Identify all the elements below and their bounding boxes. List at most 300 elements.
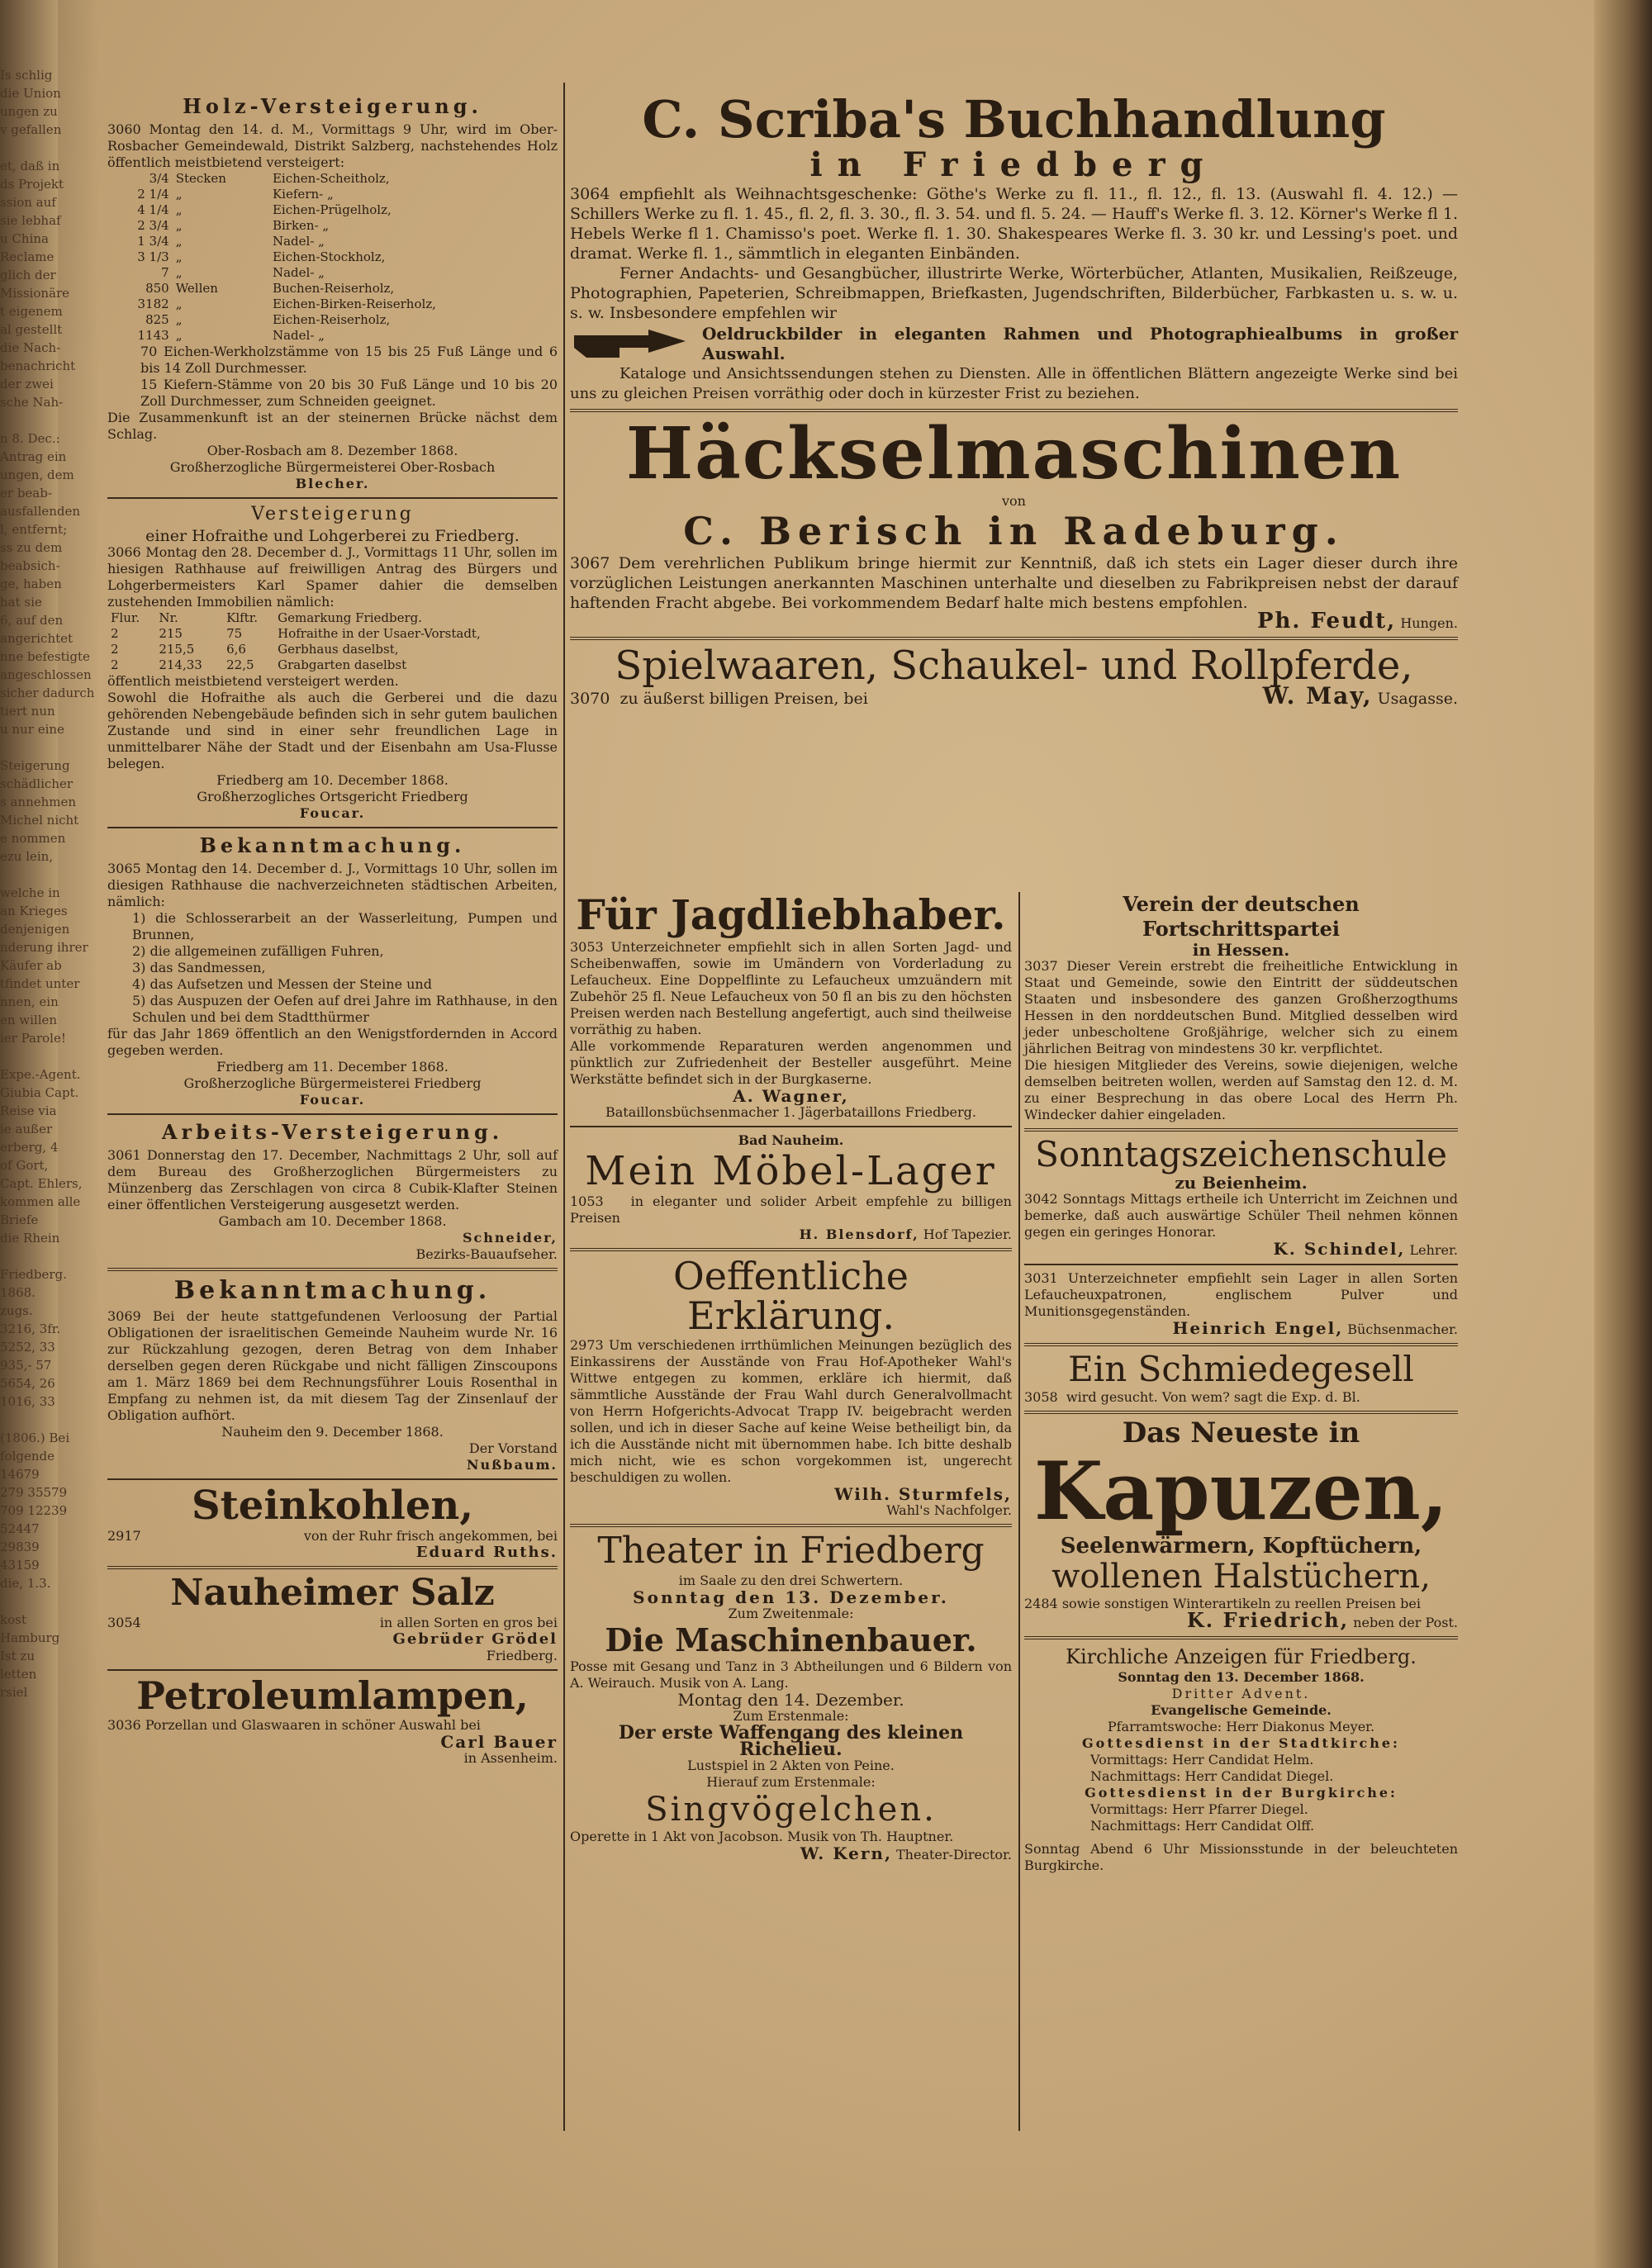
strip-line	[0, 1592, 58, 1611]
strip-line: Steigerung	[0, 758, 70, 773]
strip-line: v gefallen	[0, 122, 62, 137]
table-cell: 215,5	[159, 642, 195, 657]
strip-line: Expe.-Agent.	[0, 1067, 81, 1082]
moebel-text: in eleganter und solider Arbeit empfehle zu billigen Preisen	[570, 1193, 1012, 1226]
strip-line: Friedberg.	[0, 1267, 67, 1282]
strip-line: zugs.	[0, 1303, 33, 1318]
strip-line: ausfallenden	[0, 504, 81, 519]
strip-line: denjenigen	[0, 922, 70, 937]
stein-number: 2917	[107, 1528, 141, 1544]
kirch-stadt-vormittag: Vormittags: Herr Candidat Helm.	[1090, 1751, 1314, 1767]
table-cell: 1 3/4	[137, 234, 169, 249]
spielwaaren-ad	[570, 642, 1458, 710]
haeck-signature: Ph. Feudt,	[1256, 608, 1397, 633]
bek1-text: 3065 Montag den 14. December d. J., Vormittags 10 Uhr, sollen im diesigen Rathhause die nachverzeichneten städtischen Arbeiten, nämlich:	[107, 861, 558, 909]
strip-line: sche Nah-	[0, 395, 64, 410]
verein-ad	[1024, 892, 1458, 1123]
strip-line: n 8. Dec.:	[0, 431, 60, 446]
kirch-advent: Dritter Advent.	[1171, 1685, 1311, 1701]
table-row	[107, 218, 558, 234]
table-cell: Eichen-Scheitholz,	[272, 171, 390, 186]
strip-line: 1868.	[0, 1285, 36, 1300]
verst-text3: Sowohl die Hofraithe als auch die Gerberei und die dazu gehörenden Nebengebäude befinden sich in sehr gutem baulichen Zustande und sind in einer sehr freundlichen Lage in unmittelbarer Nähe der Stadt und der Eisenbahn am Usa-Flusse belegen.	[107, 690, 558, 771]
table-cell: Wellen	[175, 281, 218, 296]
strip-line: 5654, 26	[0, 1376, 55, 1391]
bek1-title: Bekanntmachung.	[199, 833, 466, 857]
strip-line: tiert nun	[0, 704, 55, 719]
salz-number: 3054	[107, 1614, 141, 1630]
table-cell: 3/4	[149, 171, 169, 186]
table-cell: Kiefern- „	[272, 187, 334, 202]
strip-line	[0, 139, 58, 157]
oeff-text: 2973 Um verschiedenen irrthümlichen Meinungen bezüglich des Einkassirens der Ausstände von Frau Hof-Apotheker Wahl's Wittwe entgegen zu kommen, erkläre ich hiermit, daß sämmtliche Ausstände der Frau Wahl durch Generalvollmacht von Herrn Hofgerichts-Advocat Trapp IV. beigebracht werden sollen, und ich in dieser Sache auf keine Weise betheiligt bin, da ich die Ausstände nicht mit übernommen habe. Ich bitte deshalb mich nicht, wie es schon vorgekommen ist, ungerecht beschuldigen zu wollen.	[570, 1337, 1012, 1486]
strip-line: of Gort,	[0, 1158, 49, 1173]
strip-line: ie außer	[0, 1122, 53, 1136]
strip-line: 279 35579	[0, 1485, 68, 1500]
sonntagszeichenschule-ad	[1024, 1136, 1458, 1259]
arbeits-signature: Schneider,	[462, 1230, 558, 1246]
table-row	[107, 626, 558, 642]
strip-line: kommen alle	[0, 1194, 81, 1209]
theater-sub: im Saale zu den drei Schwertern.	[678, 1572, 904, 1588]
strip-line: u China	[0, 231, 49, 246]
table-cell: 3182	[137, 297, 169, 311]
table-cell: „	[175, 249, 183, 264]
table-cell: „	[175, 234, 183, 249]
kirch-abend: Sonntag Abend 6 Uhr Missionsstunde in der beleuchteten Burgkirche.	[1024, 1840, 1458, 1873]
bek1-list	[107, 910, 558, 1026]
divider	[1024, 1411, 1458, 1414]
spiel-signature-place: Usagasse.	[1377, 690, 1458, 709]
engel-signature: Heinrich Engel,	[1172, 1318, 1344, 1339]
sonntag-sub: zu Beienheim.	[1175, 1173, 1308, 1193]
strip-line: angerichtet	[0, 631, 74, 646]
strip-line: nderung ihrer	[0, 940, 88, 955]
holz-office: Großherzogliche Bürgermeisterei Ober-Rosbach	[169, 459, 496, 475]
strip-line: al gestellt	[0, 322, 63, 337]
table-cell: Birken- „	[272, 218, 330, 233]
strip-line: s annehmen	[0, 795, 77, 809]
column-right-top	[570, 89, 1458, 710]
strip-line: t eigenem	[0, 304, 63, 319]
strip-line: 5252, 33	[0, 1340, 55, 1355]
table-cell: „	[175, 218, 183, 233]
table-cell: 1143	[137, 328, 169, 343]
verst-table	[107, 610, 558, 673]
kap-line1: Seelenwärmern, Kopftüchern,	[1060, 1533, 1422, 1559]
theater-title: Theater in Friedberg	[597, 1530, 985, 1573]
table-row	[107, 249, 558, 265]
scriba-sub: in Friedberg	[809, 145, 1218, 185]
table-header-cell: Klftr.	[226, 610, 258, 625]
jagd-ad	[570, 890, 1012, 1121]
kirch-stadt-nachmittag: Nachmittags: Herr Candidat Diegel.	[1090, 1767, 1334, 1784]
theater-play3: Singvögelchen.	[645, 1790, 937, 1829]
table-cell: Eichen-Prügelholz,	[272, 202, 392, 217]
moebel-title: Mein Möbel-Lager	[585, 1147, 997, 1194]
strip-line	[0, 866, 58, 884]
strip-line: ds Projekt	[0, 177, 64, 192]
table-header-cell: Gemarkung Friedberg.	[278, 610, 422, 625]
table-row	[107, 265, 558, 281]
column-rule-1	[563, 83, 565, 2131]
scriba-text2: Ferner Andachts- und Gesangbücher, illustrirte Werke, Wörterbücher, Atlanten, Musikalien, Reißzeuge, Photographien, Papeterien, Schreibmappen, Briefkasten, Jugendschriften, Bilderbücher, Farbkasten u. s. w. u. s. w. Insbesondere empfehlen wir	[570, 264, 1458, 323]
holz-ad	[107, 94, 558, 492]
strip-line: sicher dadurch	[0, 686, 95, 700]
column-rule-2	[1018, 892, 1020, 2131]
theater-zum3: Hierauf zum Erstenmale:	[706, 1773, 876, 1790]
strip-line	[0, 1247, 58, 1265]
arbeits-title: Arbeits-Versteigerung.	[161, 1120, 504, 1144]
oeff-signature: Wilh. Sturmfels,	[834, 1484, 1012, 1505]
theater-date1: Sonntag den 13. Dezember.	[633, 1587, 949, 1607]
holz-extra1: 70 Eichen-Werkholzstämme von 15 bis 25 Fuß Länge und 6 bis 14 Zoll Durchmesser.	[140, 344, 558, 376]
strip-line: 6, auf den	[0, 613, 64, 628]
petrol-signature: Carl Bauer	[440, 1731, 558, 1752]
schmied-title: Ein Schmiedegesell	[1068, 1349, 1414, 1390]
table-row	[107, 187, 558, 202]
strip-line	[0, 1047, 58, 1065]
bek2-signature-title: Der Vorstand	[468, 1440, 558, 1456]
kirch-title: Kirchliche Anzeigen für Friedberg.	[1066, 1644, 1417, 1668]
haeck-sub: C. Berisch in Radeburg.	[683, 509, 1345, 554]
strip-line: l, entfernt;	[0, 522, 68, 537]
haeckselmaschinen-ad	[570, 412, 1458, 633]
strip-line: an Krieges	[0, 904, 68, 918]
salz-signature-place: Friedberg.	[486, 1647, 558, 1663]
table-cell: „	[175, 297, 183, 311]
stein-signature: Eduard Ruths.	[415, 1544, 558, 1562]
table-cell: 3 1/3	[137, 249, 169, 264]
table-cell: 7	[161, 265, 169, 280]
strip-line: glich der	[0, 268, 56, 282]
holz-place: Ober-Rosbach am 8. Dezember 1868.	[206, 443, 458, 458]
strip-line: et, daß in	[0, 159, 60, 173]
haeck-text: 3067 Dem verehrlichen Publikum bringe hiermit zur Kenntniß, daß ich stets ein Lager dieser durch ihre vorzüglichen Leistungen anerkannten Maschinen unterhalte und dieselben zu Fabrikpreisen nebst der darauf haftenden Fracht abgebe. Bei vorkommendem Bedarf halte mich bestens empfohlen.	[570, 553, 1458, 612]
salz-title: Nauheimer Salz	[170, 1572, 495, 1615]
sonntag-signature: K. Schindel,	[1273, 1239, 1406, 1260]
strip-line: tfindet unter	[0, 976, 80, 991]
jagd-signature-title: Bataillonsbüchsenmacher 1. Jägerbataillons Friedberg.	[605, 1103, 976, 1120]
bek2-title: Bekanntmachung.	[173, 1276, 491, 1305]
sonntag-title: Sonntagszeichenschule	[1035, 1134, 1447, 1174]
table-cell: Stecken	[175, 171, 226, 186]
divider	[570, 1248, 1012, 1251]
strip-line: Is schlig	[0, 68, 53, 83]
jagd-text: 3053 Unterzeichneter empfiehlt sich in allen Sorten Jagd- und Scheibenwaffen, sowie im Umändern von Vorderladung zu Lefaucheux. Eine Doppelflinte zu Lefaucheux umzuändern mit Zubehör 25 fl. Neue Lefaucheux von 50 fl an bis zu den höchsten Preisen werden nach Bestellung angefertigt, auch sind theilweise vorräthig zu haben.	[570, 938, 1012, 1037]
divider	[107, 1566, 558, 1569]
holz-table	[107, 171, 558, 344]
table-row	[107, 297, 558, 312]
kirch-burgkirche: Gottesdienst in der Burgkirche:	[1085, 1784, 1398, 1801]
divider	[570, 1126, 1012, 1127]
strip-line	[0, 411, 58, 429]
strip-line: die Rhein	[0, 1231, 60, 1246]
strip-line: nnen, ein	[0, 994, 59, 1009]
holz-title: Holz-Versteigerung.	[183, 94, 482, 118]
petrol-signature-place: in Assenheim.	[463, 1749, 558, 1766]
table-row	[107, 328, 558, 344]
divider	[107, 1478, 558, 1480]
list-item: 1) die Schlosserarbeit an der Wasserleitung, Pumpen und Brunnen,	[132, 910, 558, 942]
table-cell: 215	[159, 626, 183, 641]
pointing-hand-icon	[570, 323, 694, 364]
jagd-text2: Alle vorkommende Reparaturen werden angenommen und pünktlich zur Zufriedenheit der Besteller ausgeführt. Meine Werkstätte befindet sich in der Burgkaserne.	[570, 1037, 1012, 1087]
table-cell: 850	[145, 281, 169, 296]
theater-desc1: Posse mit Gesang und Tanz in 3 Abtheilungen und 6 Bildern von A. Weirauch. Musik von A. Lang.	[570, 1658, 1012, 1691]
table-row	[107, 202, 558, 218]
spiel-title: Spielwaaren, Schaukel- und Rollpferde,	[615, 642, 1413, 689]
table-cell: Nadel- „	[272, 265, 325, 280]
strip-line: Antrag ein	[0, 449, 67, 464]
engel-ad	[1024, 1270, 1458, 1338]
strip-line: ungen zu	[0, 104, 58, 119]
verst-text: 3066 Montag den 28. December d. J., Vormittags 11 Uhr, sollen im hiesigen Rathhause auf freiwilligen Antrag des Bürgers und Lohgerbermeisters Karl Spamer dahier die demselben zustehenden Immobilien nämlich:	[107, 544, 558, 610]
theater-play2: Der erste Waffengang des kleinen Richelieu.	[618, 1721, 964, 1760]
strip-line	[0, 1701, 58, 1720]
bek1-text2: für das Jahr 1869 öffentlich an den Wenigstfordernden in Accord gegeben werden.	[107, 1026, 558, 1058]
table-cell: 2	[111, 642, 119, 657]
theater-desc3: Operette in 1 Akt von Jacobson. Musik von Th. Hauptner.	[570, 1828, 954, 1844]
salz-signature: Gebrüder Grödel	[392, 1630, 558, 1648]
bekanntmachung-1	[107, 833, 558, 1108]
table-cell: Grabgarten daselbst	[278, 657, 407, 672]
haeck-von: von	[1002, 493, 1026, 510]
kirch-gemeinde: Evangelische Gemeinde.	[1151, 1701, 1332, 1718]
divider	[1024, 1264, 1458, 1265]
theater-signature: W. Kern,	[800, 1843, 892, 1863]
strip-line: 709 12239	[0, 1503, 68, 1518]
oeff-title: Oeffentliche Erklärung.	[673, 1253, 909, 1339]
jagd-title: Für Jagdliebhaber.	[576, 890, 1006, 939]
theater-ad	[570, 1532, 1012, 1862]
arbeits-ad	[107, 1120, 558, 1263]
holz-extra2: 15 Kiefern-Stämme von 20 bis 30 Fuß Länge und 10 bis 20 Zoll Durchmesser, zum Schneiden geeignet.	[140, 377, 558, 409]
stein-title: Steinkohlen,	[191, 1483, 474, 1529]
table-row	[107, 312, 558, 328]
scriba-text: 3064 empfiehlt als Weihnachtsgeschenke: Göthe's Werke zu fl. 11., fl. 12., fl. 13. (Auswahl fl. 4. 12.) — Schillers Werke zu fl. 1. 45., fl. 2, fl. 3. 30., fl. 3. 54. und fl. 5. 24. — Hauff's Werke fl. 3. 12. Körner's Werke fl 1. Hebels Werke fl 1. Chamisso's poet. Werke fl. 1. 30. Shakespeares Werke fl. 3. 30 kr. und Lessing's poet. und dramat. Werke fl. 1., sämmtlich in eleganten Einbänden.	[570, 185, 1458, 263]
strip-line: schädlicher	[0, 776, 74, 791]
schmiedegesell-ad	[1024, 1351, 1458, 1406]
list-item: 2) die allgemeinen zufälligen Fuhren,	[132, 943, 384, 959]
strip-line: angeschlossen	[0, 667, 92, 682]
strip-line: 14679	[0, 1467, 40, 1482]
scriba-ad	[570, 89, 1458, 404]
table-cell: Nadel- „	[272, 234, 325, 249]
strip-line	[0, 1411, 58, 1429]
moebel-pre: Bad Nauheim.	[738, 1132, 844, 1148]
table-row	[107, 234, 558, 249]
table-cell: „	[175, 202, 183, 217]
verst-place: Friedberg am 10. December 1868.	[216, 772, 449, 788]
table-cell: 2 3/4	[137, 218, 169, 233]
strip-line: ier Parole!	[0, 1031, 66, 1046]
list-item: 5) das Auspuzen der Oefen auf drei Jahre im Rathhause, in den Schulen und bei dem Stadtthürmer	[132, 993, 558, 1025]
holz-signature: Blecher.	[295, 476, 370, 491]
strip-line: en willen	[0, 1013, 58, 1027]
strip-line: Käufer ab	[0, 958, 62, 973]
moebel-number: 1053	[570, 1193, 604, 1209]
verst-sub: einer Hofraithe und Lohgerberei zu Friedberg.	[145, 527, 520, 545]
sonntag-text: 3042 Sonntags Mittags ertheile ich Unterricht im Zeichnen und bemerke, daß auch auswärtige Schüler Theil nehmen können gegen ein geringes Honorar.	[1024, 1191, 1458, 1241]
bekanntmachung-2	[107, 1276, 558, 1473]
kirch-date: Sonntag den 13. December 1868.	[1118, 1668, 1365, 1685]
divider	[1024, 1343, 1458, 1346]
page-right-edge	[1594, 0, 1652, 2268]
kirch-woche: Pfarramtswoche: Herr Diakonus Meyer.	[1107, 1718, 1375, 1734]
arbeits-place: Gambach am 10. December 1868.	[218, 1213, 447, 1229]
strip-line: der zwei	[0, 377, 54, 391]
table-cell: „	[175, 265, 183, 280]
strip-line: Reise via	[0, 1103, 57, 1118]
strip-line: folgende	[0, 1449, 55, 1464]
divider	[570, 1524, 1012, 1527]
theater-signature-title: Theater-Director.	[896, 1846, 1012, 1862]
table-cell: 2 1/4	[137, 187, 169, 202]
verst-text2: öffentlich meistbietend versteigert werden.	[107, 673, 399, 689]
strip-line: rsiel	[0, 1685, 28, 1700]
petroleum-ad	[107, 1673, 558, 1767]
table-header-row	[107, 610, 558, 626]
verein-text2: Die hiesigen Mitglieder des Vereins, sowie diejenigen, welche demselben beitreten wollen, werden auf Samstag den 12. d. M. zu einer Besprechung in das obere Local des Herrn Ph. Windecker dahier eingeladen.	[1024, 1057, 1458, 1122]
divider	[107, 1669, 558, 1671]
theater-zum2: Zum Erstenmale:	[733, 1707, 849, 1724]
verein-text: 3037 Dieser Verein erstrebt die freiheitliche Entwicklung in Staat und Gemeinde, sowie den Eintritt der süddeutschen Staaten und insbesondere des ganzen Großherzogthums Hessen in den norddeutschen Bund. Mitglied desselben wird jeder unbescholtene Großjährige, welcher sich zu einem jährlichen Beitrag von mindestens 30 kr. verpflichtet.	[1024, 958, 1458, 1056]
table-row	[107, 642, 558, 657]
table-cell: 214,33	[159, 657, 202, 672]
facing-page-strip	[0, 66, 95, 2172]
divider	[1024, 1128, 1458, 1132]
list-item: 3) das Sandmessen,	[132, 960, 266, 975]
engel-text: 3031 Unterzeichneter empfiehlt sein Lager in allen Sorten Lefaucheuxpatronen, englischem Pulver und Munitionsgegenständen.	[1024, 1270, 1458, 1320]
divider	[107, 1268, 558, 1271]
table-row	[107, 171, 558, 187]
kap-line2: wollenen Halstüchern,	[1051, 1557, 1431, 1596]
divider	[107, 497, 558, 499]
strip-line: Hamburg	[0, 1630, 60, 1645]
table-cell: Eichen-Birken-Reiserholz,	[272, 297, 436, 311]
petrol-number: 3036	[107, 1716, 141, 1733]
strip-line: Ist zu	[0, 1649, 35, 1663]
strip-line: 3216, 3fr.	[0, 1321, 61, 1336]
kirch-burg-vormittag: Vormittags: Herr Pfarrer Diegel.	[1090, 1801, 1308, 1817]
strip-line: hat sie	[0, 595, 42, 610]
table-row	[107, 657, 558, 673]
table-cell: 6,6	[226, 642, 246, 657]
strip-line: Capt. Ehlers,	[0, 1176, 83, 1191]
kap-signature-place: neben der Post.	[1353, 1614, 1458, 1630]
theater-zum1: Zum Zweitenmale:	[728, 1605, 854, 1621]
scriba-bold: Oeldruckbilder in eleganten Rahmen und Photographiealbums in großer Auswahl.	[702, 324, 1458, 364]
bek1-place: Friedberg am 11. December 1868.	[216, 1059, 449, 1075]
kap-title: Kapuzen,	[1033, 1444, 1449, 1538]
kap-number: 2484	[1024, 1595, 1058, 1611]
strip-line: benachricht	[0, 358, 76, 373]
salz-text: in allen Sorten en gros bei	[379, 1614, 558, 1630]
table-row	[107, 281, 558, 297]
column-right-lower	[1024, 892, 1458, 1874]
jagd-signature: A. Wagner,	[733, 1085, 849, 1106]
divider	[1024, 1636, 1458, 1639]
oeff-signature-title: Wahl's Nachfolger.	[886, 1502, 1012, 1519]
table-cell: Nadel- „	[272, 328, 325, 343]
strip-line: die Union	[0, 86, 61, 101]
stein-text: von der Ruhr frisch angekommen, bei	[303, 1528, 558, 1544]
strip-line: 29839	[0, 1540, 40, 1554]
strip-line: Briefe	[0, 1212, 39, 1227]
strip-line: 43159	[0, 1558, 40, 1573]
strip-line: er beab-	[0, 486, 52, 501]
strip-line: beabsich-	[0, 558, 60, 573]
salz-ad	[107, 1574, 558, 1663]
table-cell: 75	[226, 626, 243, 641]
table-cell: Hofraithe in der Usaer-Vorstadt,	[278, 626, 481, 641]
spiel-signature: W. May,	[1262, 682, 1373, 710]
strip-line: Missionäre	[0, 286, 70, 301]
strip-line: welche in	[0, 885, 60, 900]
bek1-signature: Foucar.	[299, 1092, 366, 1108]
kap-text: sowie sonstigen Winterartikeln zu reellen Preisen bei	[1061, 1595, 1421, 1611]
table-header-cell: Flur.	[111, 610, 140, 625]
table-cell: 2	[111, 626, 119, 641]
table-cell: Gerbhaus daselbst,	[278, 642, 399, 657]
table-cell: „	[175, 312, 183, 327]
spiel-text: zu äußerst billigen Preisen, bei	[620, 690, 868, 709]
divider	[570, 637, 1458, 640]
strip-line: ungen, dem	[0, 467, 74, 482]
strip-line: Giubia Capt.	[0, 1085, 79, 1100]
strip-line: u nur eine	[0, 722, 64, 737]
table-cell: „	[175, 187, 183, 202]
kirch-stadtkirche: Gottesdienst in der Stadtkirche:	[1082, 1734, 1400, 1751]
theater-desc2: Lustspiel in 2 Akten von Peine.	[687, 1757, 895, 1773]
strip-line: 1016, 33	[0, 1394, 55, 1409]
strip-line: erberg, 4	[0, 1140, 59, 1155]
moebel-signature-title: Hof Tapezier.	[923, 1226, 1012, 1242]
kapuzen-ad	[1024, 1416, 1458, 1632]
moebel-signature: H. Blensdorf,	[799, 1226, 919, 1242]
strip-line: sie lebhaf	[0, 213, 61, 228]
kirch-burg-nachmittag: Nachmittags: Herr Candidat Olff.	[1090, 1817, 1315, 1834]
strip-line: 52447	[0, 1521, 40, 1536]
holz-meet: Die Zusammenkunft ist an der steinernen Brücke nächst dem Schlag.	[107, 410, 558, 442]
divider	[107, 827, 558, 828]
strip-line: e nommen	[0, 831, 66, 846]
kap-signature: K. Friedrich,	[1186, 1607, 1350, 1632]
schmied-number: 3058	[1024, 1389, 1058, 1406]
haeck-signature-place: Hungen.	[1400, 614, 1458, 631]
bek2-text: 3069 Bei der heute stattgefundenen Verloosung der Partial Obligationen der israelitischen Gemeinde Nauheim wurde Nr. 16 zur Rückzahlung gezogen, deren Betrag von dem Inhaber derselben gegen deren Rückgabe und nicht fälligen Zinscoupons am 1. März 1869 bei dem Rechnungsführer Louis Rosenthal in Empfang zu nehmen ist, da mit diesem Tag der Zinsenlauf der Obligation aufhört.	[107, 1308, 558, 1423]
moebel-ad	[570, 1132, 1012, 1243]
strip-line: ge, haben	[0, 576, 62, 591]
arbeits-signature-title: Bezirks-Bauaufseher.	[415, 1246, 558, 1262]
haeck-title: Häckselmaschinen	[625, 412, 1403, 496]
strip-line: die, 1.3.	[0, 1576, 51, 1591]
strip-line: Michel nicht	[0, 813, 79, 828]
verst-office: Großherzogliches Ortsgericht Friedberg	[197, 789, 468, 804]
strip-line: ezu lein,	[0, 849, 54, 864]
bek2-signature: Nußbaum.	[466, 1457, 558, 1473]
strip-line: ssion auf	[0, 195, 56, 210]
steinkohlen-ad	[107, 1485, 558, 1561]
engel-signature-title: Büchsenmacher.	[1347, 1321, 1458, 1338]
theater-date2: Montag den 14. Dezember.	[677, 1689, 904, 1710]
strip-line: die Nach-	[0, 340, 61, 355]
strip-line: (1806.) Bei	[0, 1431, 70, 1445]
arbeits-text: 3061 Donnerstag den 17. December, Nachmittags 2 Uhr, soll auf dem Bureau des Großherzoglichen Bürgermeisters zu Münzenberg das Zerschlagen von circa 8 Cubik-Klafter Steinen einer öffentlichen Versteigerung ausgesetzt werden.	[107, 1147, 558, 1212]
scriba-title: C. Scriba's Buchhandlung	[642, 89, 1386, 149]
list-item: 4) das Aufsetzen und Messen der Steine und	[132, 976, 432, 992]
